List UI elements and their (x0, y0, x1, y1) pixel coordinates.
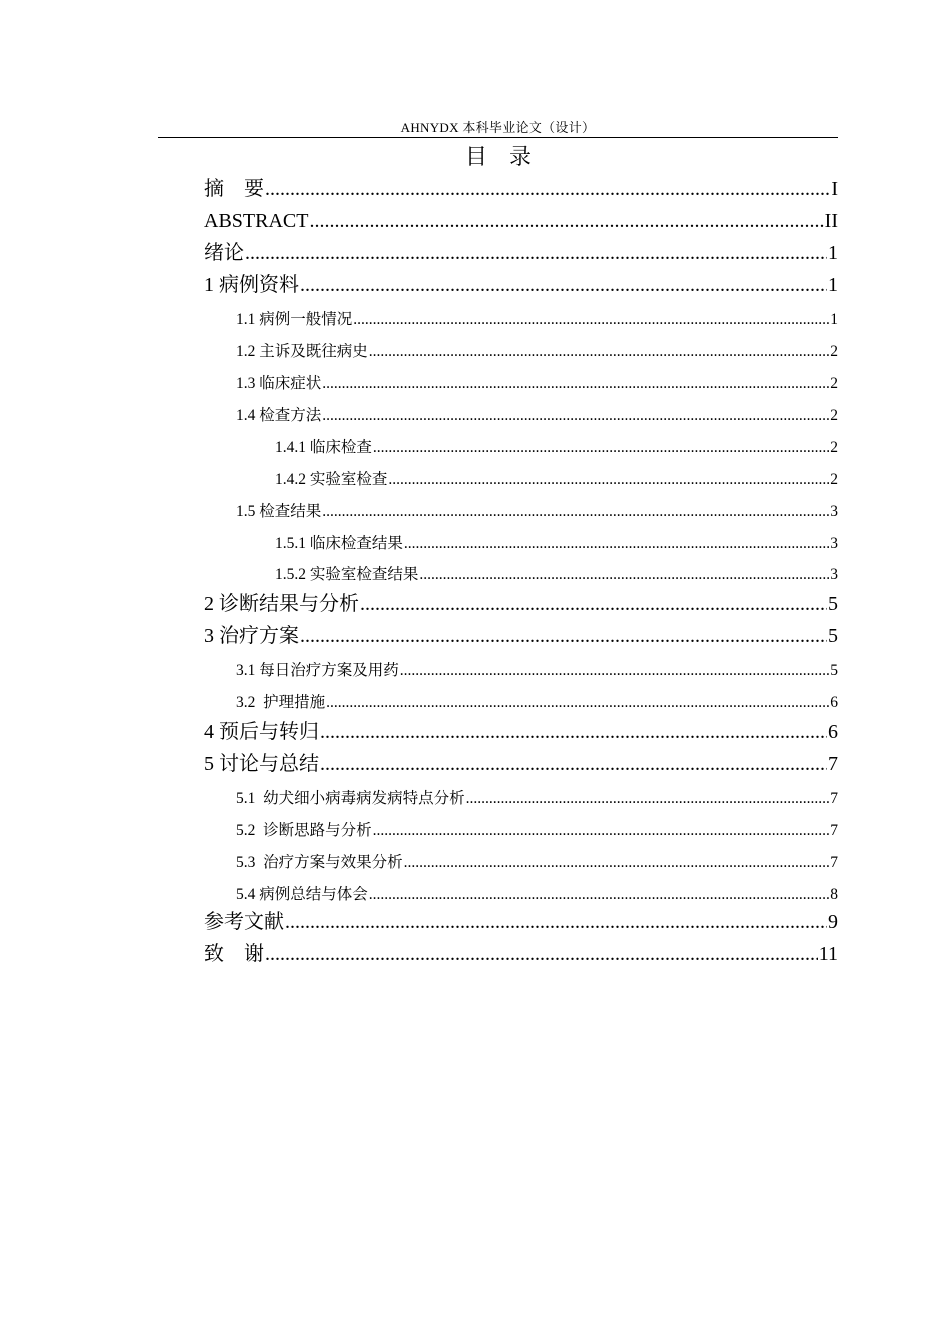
toc-entry-section-1-3[interactable] (236, 372, 838, 396)
toc-entry-label: 1.5.1 临床检查结果 (275, 535, 403, 552)
toc-entry-page: 5 (828, 593, 838, 615)
toc-entry-section-5-1[interactable] (236, 787, 838, 811)
toc-entry-section-1-5-1[interactable] (275, 532, 838, 556)
toc-entry-label: ABSTRACT (204, 210, 309, 232)
toc-entry-label: 3 治疗方案 (204, 625, 299, 647)
toc-entry-abstract-en[interactable] (204, 207, 838, 235)
toc-entry-label: 1.3 临床症状 (236, 375, 322, 392)
toc-entry-section-5-2[interactable] (236, 819, 838, 843)
toc-entry-label: 5.4 病例总结与体会 (236, 886, 368, 903)
toc-entry-page: 8 (830, 886, 838, 903)
toc-entry-section-5-4[interactable] (236, 883, 838, 907)
toc-entry-page: 11 (818, 943, 838, 965)
toc-entry-page: 1 (830, 311, 838, 328)
toc-entry-label: 绪论 (204, 242, 244, 264)
running-header: AHNYDX 本科毕业论文（设计） (400, 120, 596, 135)
toc-entry-page: 9 (828, 911, 838, 933)
toc-entry-page: 7 (830, 854, 838, 871)
toc-entry-section-1-4-1[interactable] (275, 436, 838, 460)
toc-entry-section-5[interactable] (204, 750, 838, 778)
toc-entry-page: 5 (830, 662, 838, 679)
toc-entry-label: 5.3 治疗方案与效果分析 (236, 854, 403, 871)
toc-leader-dots (388, 468, 829, 492)
toc-entry-page: 6 (830, 694, 838, 711)
toc-entry-page: 3 (830, 535, 838, 552)
toc-entry-label: 致 谢 (204, 943, 264, 965)
toc-entry-section-1-5-2[interactable] (275, 563, 838, 587)
toc-entry-page: II (824, 210, 838, 232)
toc-entry-page: 2 (830, 471, 838, 488)
toc-leader-dots (404, 851, 830, 875)
toc-leader-dots (322, 404, 829, 428)
toc-entry-label: 4 预后与转归 (204, 721, 319, 743)
toc-leader-dots (265, 940, 818, 968)
toc-leader-dots (360, 590, 827, 618)
toc-entry-label: 1.4.1 临床检查 (275, 439, 372, 456)
toc-entry-page: 6 (828, 721, 838, 743)
toc-leader-dots (245, 239, 827, 267)
toc-entry-label: 1.2 主诉及既往病史 (236, 343, 368, 360)
toc-entry-section-1-1[interactable] (236, 308, 838, 332)
toc-entry-section-3[interactable] (204, 622, 838, 650)
toc-entry-section-1-2[interactable] (236, 340, 838, 364)
toc-leader-dots (373, 819, 830, 843)
toc-entry-page: 2 (830, 375, 838, 392)
toc-entry-section-1-4-2[interactable] (275, 468, 838, 492)
toc-leader-dots (309, 207, 823, 235)
toc-entry-label: 2 诊断结果与分析 (204, 593, 359, 615)
toc-entry-page: I (831, 178, 838, 200)
toc-entry-page: 2 (830, 439, 838, 456)
toc-leader-dots (400, 659, 829, 683)
toc-entry-section-3-1[interactable] (236, 659, 838, 683)
toc-entry-page: 7 (828, 753, 838, 775)
toc-entry-page: 5 (828, 625, 838, 647)
toc-leader-dots (265, 175, 830, 203)
toc-entry-label: 摘 要 (204, 178, 264, 200)
toc-entry-label: 3.2 护理措施 (236, 694, 326, 711)
toc-title: 目 录 (464, 145, 531, 170)
toc-entry-page: 1 (828, 242, 838, 264)
toc-entry-section-1-4[interactable] (236, 404, 838, 428)
toc-leader-dots (300, 271, 827, 299)
toc-entry-label: 1.4.2 实验室检查 (275, 471, 388, 488)
toc-leader-dots (322, 372, 829, 396)
toc-entry-section-5-3[interactable] (236, 851, 838, 875)
toc-entry-section-4[interactable] (204, 718, 838, 746)
toc-entry-label: 1.4 检查方法 (236, 407, 322, 424)
toc-entry-label: 5.2 诊断思路与分析 (236, 822, 372, 839)
toc-entry-label: 5.1 幼犬细小病毒病发病特点分析 (236, 790, 465, 807)
toc-leader-dots (320, 718, 827, 746)
toc-leader-dots (322, 500, 829, 524)
toc-leader-dots (326, 691, 829, 715)
toc-entry-section-2[interactable] (204, 590, 838, 618)
toc-entry-label: 1.5 检查结果 (236, 503, 322, 520)
toc-leader-dots (373, 436, 829, 460)
toc-entry-label: 1 病例资料 (204, 274, 299, 296)
toc-entry-section-3-2[interactable] (236, 691, 838, 715)
toc-entry-section-1[interactable] (204, 271, 838, 299)
toc-entry-page: 7 (830, 790, 838, 807)
toc-entry-introduction[interactable] (204, 239, 838, 267)
toc-entry-acknowledgements[interactable] (204, 940, 838, 968)
toc-entry-label: 1.1 病例一般情况 (236, 311, 353, 328)
toc-leader-dots (419, 563, 829, 587)
toc-leader-dots (466, 787, 830, 811)
toc-leader-dots (320, 750, 827, 778)
toc-entry-section-1-5[interactable] (236, 500, 838, 524)
toc-entry-page: 3 (830, 566, 838, 583)
toc-leader-dots (285, 908, 827, 936)
toc-leader-dots (369, 340, 829, 364)
toc-leader-dots (300, 622, 827, 650)
toc-leader-dots (404, 532, 829, 556)
toc-leader-dots (353, 308, 829, 332)
toc-entry-page: 1 (828, 274, 838, 296)
toc-entry-page: 2 (830, 343, 838, 360)
toc-entry-label: 5 讨论与总结 (204, 753, 319, 775)
toc-entry-label: 参考文献 (204, 911, 284, 933)
toc-entry-abstract-cn[interactable] (204, 175, 838, 203)
toc-entry-page: 7 (830, 822, 838, 839)
toc-leader-dots (369, 883, 829, 907)
toc-entry-references[interactable] (204, 908, 838, 936)
toc-entry-label: 3.1 每日治疗方案及用药 (236, 662, 399, 679)
toc-entry-page: 2 (830, 407, 838, 424)
toc-entry-label: 1.5.2 实验室检查结果 (275, 566, 419, 583)
toc-entry-page: 3 (830, 503, 838, 520)
